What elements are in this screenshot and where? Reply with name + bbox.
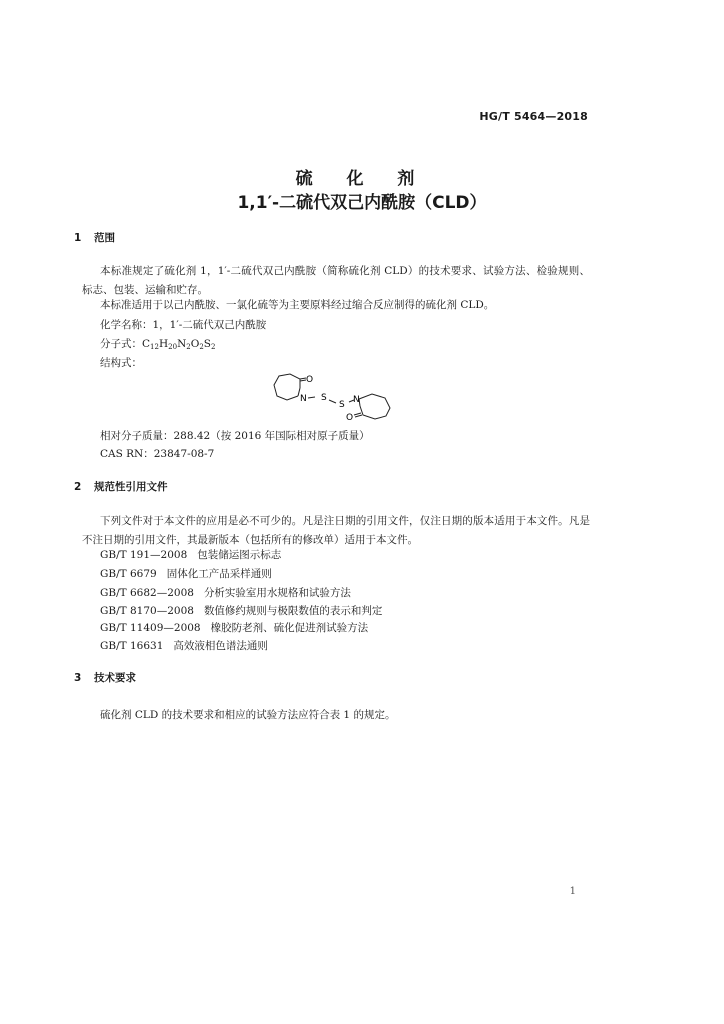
- sulfur-label: S: [339, 400, 345, 410]
- section-title: 规范性引用文件: [94, 481, 168, 493]
- reference-title: 橡胶防老剂、硫化促进剂试验方法: [210, 622, 369, 634]
- reference-code: GB/T 6679: [100, 568, 157, 580]
- reference-item: [100, 547, 281, 562]
- molecular-formula: [100, 336, 215, 351]
- reference-code: GB/T 11409—2008: [100, 622, 201, 634]
- chemical-name: 化学名称：1，1′-二硫代双己内酰胺: [100, 319, 267, 331]
- reference-title: 分析实验室用水规格和试验方法: [203, 587, 351, 599]
- applicability-paragraph: 本标准适用于以己内酰胺、一氯化硫等为主要原料经过缩合反应制得的硫化剂 CLD。: [100, 299, 495, 311]
- section-3-heading: [74, 670, 136, 685]
- nitrogen-label: N: [300, 394, 307, 404]
- oxygen-label: O: [346, 413, 354, 422]
- section-2-heading: [74, 479, 168, 494]
- page-number: 1: [569, 886, 576, 897]
- standard-number: HG/T 5464—2018: [479, 110, 588, 123]
- left-ring: [274, 374, 300, 400]
- structural-formula: [268, 370, 398, 422]
- reference-code: GB/T 8170—2008: [100, 605, 194, 617]
- section-number: 3: [74, 672, 82, 684]
- sulfur-label: S: [321, 393, 327, 403]
- formula-label: 分子式：: [100, 338, 142, 350]
- reference-code: GB/T 6682—2008: [100, 587, 194, 599]
- reference-title: 高效液相色谱法通则: [173, 640, 268, 652]
- reference-item: [100, 585, 351, 600]
- reference-code: GB/T 16631: [100, 640, 164, 652]
- right-ring: [359, 394, 390, 419]
- molar-mass: 相对分子质量：288.42（按 2016 年国际相对原子质量）: [100, 430, 370, 442]
- reference-title: 数值修约规则与极限数值的表示和判定: [203, 605, 383, 617]
- document-title: 硫 化 剂: [295, 169, 429, 189]
- oxygen-label: O: [306, 375, 314, 385]
- section-number: 2: [74, 481, 82, 493]
- section-title: 技术要求: [94, 672, 136, 684]
- scope-paragraph: 本标准规定了硫化剂 1，1′-二硫代双己内酰胺（简称硫化剂 CLD）的技术要求、试验方法、检验规则、标志、包装、运输和贮存。: [82, 265, 590, 296]
- section-title: 范围: [94, 232, 115, 244]
- reference-title: 固体化工产品采样通则: [166, 568, 272, 580]
- structure-label: 结构式：: [100, 357, 142, 369]
- reference-item: [100, 638, 268, 653]
- section-number: 1: [74, 232, 82, 244]
- reference-item: [100, 620, 368, 635]
- references-intro: 下列文件对于本文件的应用是必不可少的。凡是注日期的引用文件，仅注日期的版本适用于本文件。凡是不注日期的引用文件，其最新版本（包括所有的修改单）适用于本文件。: [82, 515, 590, 546]
- section-1-heading: [74, 230, 115, 245]
- reference-item: [100, 566, 272, 581]
- document-subtitle: 1,1′-二硫代双己内酰胺（CLD）: [237, 193, 487, 213]
- nitrogen-label: N: [353, 395, 360, 405]
- formula-value: $C_{12}H_{20}N_2O_2S_2$: [142, 338, 216, 351]
- reference-title: 包装储运图示标志: [197, 549, 282, 561]
- reference-code: GB/T 191—2008: [100, 549, 188, 561]
- cas-number: CAS RN：23847-08-7: [100, 448, 215, 460]
- technical-requirements-paragraph: 硫化剂 CLD 的技术要求和相应的试验方法应符合表 1 的规定。: [100, 709, 396, 721]
- reference-item: [100, 603, 382, 618]
